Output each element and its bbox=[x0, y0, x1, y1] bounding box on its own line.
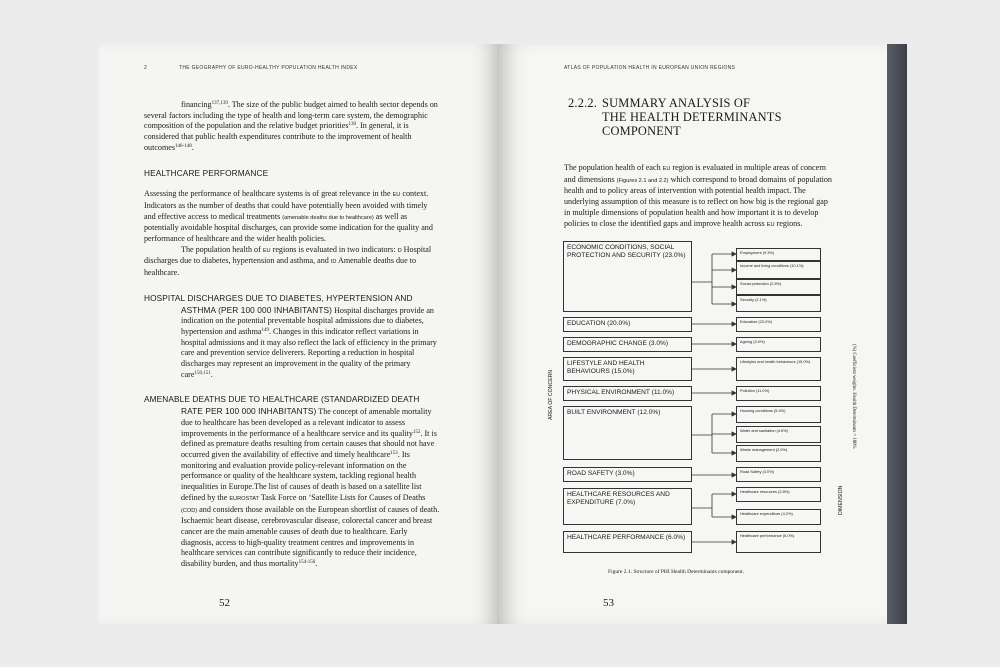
book-cover-edge bbox=[887, 44, 907, 624]
page-number: 52 bbox=[219, 597, 230, 609]
right-page bbox=[497, 44, 887, 624]
area-of-concern-label: AREA OF CONCERN bbox=[548, 369, 554, 420]
area-box-demographic: DEMOGRAPHIC CHANGE (3.0%) bbox=[563, 337, 692, 352]
dimension-box: Employment (9.3%) bbox=[736, 248, 821, 261]
paragraph-hospital-discharges: HOSPITAL DISCHARGES DUE TO DIABETES, HYPERTENSION AND ASTHMA (PER 100 000 INHABITANTS) Hospital discharges provide an indication on the potential preventable hospital admissions due to diabetes, hypertension and asthma$^{149}$. Changes in this indicator reflect variations in hospital admissions and it may also reflect the lack of efficiency in the primary care and prevention service deliverers. Reporting a reduction in hospital discharges may represent an improvement in the quality of the primary care$^{150,151}$. bbox=[144, 292, 437, 379]
left-body bbox=[144, 100, 440, 570]
determinants-diagram bbox=[537, 240, 823, 585]
dimension-box: Ageing (3.0%) bbox=[736, 337, 821, 352]
dimension-box: Social protection (2.5%) bbox=[736, 279, 821, 295]
dimension-box: Healthcare resources (2.8%) bbox=[736, 487, 821, 502]
dimension-box: Housing conditions (5.4%) bbox=[736, 406, 821, 423]
paragraph: The population health of EU regions is evaluated in two indicators: D Hospital discharges due to diabetes, hypertension and asthma, and ID Amenable deaths due to healthcare. bbox=[144, 244, 432, 278]
open-book bbox=[99, 44, 907, 624]
section-number: 2.2.2. bbox=[568, 96, 598, 110]
dimension-box: Waste management (2.0%) bbox=[736, 445, 821, 462]
paragraph: Assessing the performance of healthcare systems is of great relevance in the EU context. Indicators as the number of deaths that could have potentially been avoided with timely and effective access to medical treatments (amenable deaths due to healthcare) as well as potentially avoidable hospital discharges, can provide some indication for the quality and performance of healthcare and the wider health policies. bbox=[144, 189, 433, 244]
dimension-box: Income and living conditions (10.1%) bbox=[736, 261, 821, 279]
dimension-box: Healthcare performance (6.0%) bbox=[736, 531, 821, 553]
paragraph: financing$^{137,139}$. The size of the public budget aimed to health sector depends on several factors including the type of health and long-term care system, the demographic composition of the population and the relative budget priorities$^{130}$. In general, it is considered that public health expenditures contribute to the improvement of health outcomes$^{146-148}$. bbox=[144, 100, 438, 152]
area-box-road-safety: ROAD SAFETY (3.0%) bbox=[563, 467, 692, 482]
area-box-physical: PHYSICAL ENVIRONMENT (11.0%) bbox=[563, 386, 692, 401]
dimension-box: Healthcare expenditure (4.2%) bbox=[736, 509, 821, 525]
area-box-built: BUILT ENVIRONMENT (12.0%) bbox=[563, 406, 692, 460]
left-chapter-number: 2 bbox=[144, 65, 148, 71]
dimension-box: Water and sanitation (4.6%) bbox=[736, 426, 821, 443]
section-title bbox=[568, 96, 782, 138]
side-note: (%) Coefficient weights. Health Determinants = 100% bbox=[851, 344, 856, 449]
right-running-head: ATLAS OF POPULATION HEALTH IN EUROPEAN UNION REGIONS bbox=[564, 65, 736, 71]
section-title-line: THE HEALTH DETERMINANTS bbox=[602, 110, 782, 124]
paragraph-amenable-deaths: AMENABLE DEATHS DUE TO HEALTHCARE (STANDARDIZED DEATH RATE PER 100 000 INHABITANTS) The concept of amenable mortality due to healthcare has been developed as a relevant indicator to assess improvements in the performance of a healthcare service and its quality$^{152}$. It is defined as premature deaths resulting from certain causes that should not have occurred given the availability of effective and timely healthcare$^{153}$. Its monitoring and evaluation provide policy-relevant information on the performance or quality of the healthcare system, tackling regional health inequalities in Europe.The list of causes of death is based on a satellite list defined by the EUROSTAT Task Force on ‘Satellite Lists for Causes of Deaths (COD) and considers those available on the European shortlist of causes of death. Ischaemic heart disease, cerebrovascular disease, colorectal cancer and breast cancer are the main amenable causes of death due to healthcare. Early diagnosis, access to high-quality treatment centres and improvements in healthcare services can contribute significantly to reduce their incidence, disability burden, and thus mortality$^{154-156}$. bbox=[144, 394, 440, 569]
area-box-education: EDUCATION (20.0%) bbox=[563, 317, 692, 332]
area-box-healthcare-performance: HEALTHCARE PERFORMANCE (6.0%) bbox=[563, 531, 692, 553]
area-box-economic: ECONOMIC CONDITIONS, SOCIAL PROTECTION AND SECURITY (23.0%) bbox=[563, 241, 692, 312]
left-running-head: THE GEOGRAPHY OF EURO-HEALTHY POPULATION HEALTH INDEX bbox=[179, 65, 358, 71]
intro-paragraph: The population health of each EU region is evaluated in multiple areas of concern and dimensions (Figures 2.1 and 2.2) which correspond to broad domains of population health and to policy areas of intervention with potential health impact. The underlying assumption of this measure is to reflect on how big is the regional gap in multiple dimensions of population health and how important it is to develop policies to close the identified gaps and improve health across EU regions. bbox=[564, 163, 832, 228]
left-page bbox=[99, 44, 497, 624]
dimension-box: Lifestyles and health behaviours (15.0%) bbox=[736, 357, 821, 381]
dimension-box: Security (2.1%) bbox=[736, 295, 821, 312]
dimension-label: DIMENSION bbox=[838, 485, 844, 515]
area-box-lifestyle: LIFESTYLE AND HEALTH BEHAVIOURS (15.0%) bbox=[563, 357, 692, 381]
heading-healthcare-performance: HEALTHCARE PERFORMANCE bbox=[144, 167, 269, 178]
dimension-box: Pollution (11.0%) bbox=[736, 386, 821, 401]
section-title-line: COMPONENT bbox=[602, 124, 681, 138]
figure-caption: Figure 2.1. Structure of PHI Health Determinants component. bbox=[608, 569, 744, 575]
section-title-line: SUMMARY ANALYSIS OF bbox=[602, 96, 751, 110]
dimension-box: Road Safety (3.0%) bbox=[736, 467, 821, 482]
area-box-healthcare-resources: HEALTHCARE RESOURCES AND EXPENDITURE (7.0%) bbox=[563, 488, 692, 525]
dimension-box: Education (20.0%) bbox=[736, 317, 821, 332]
page-number: 53 bbox=[603, 597, 614, 609]
